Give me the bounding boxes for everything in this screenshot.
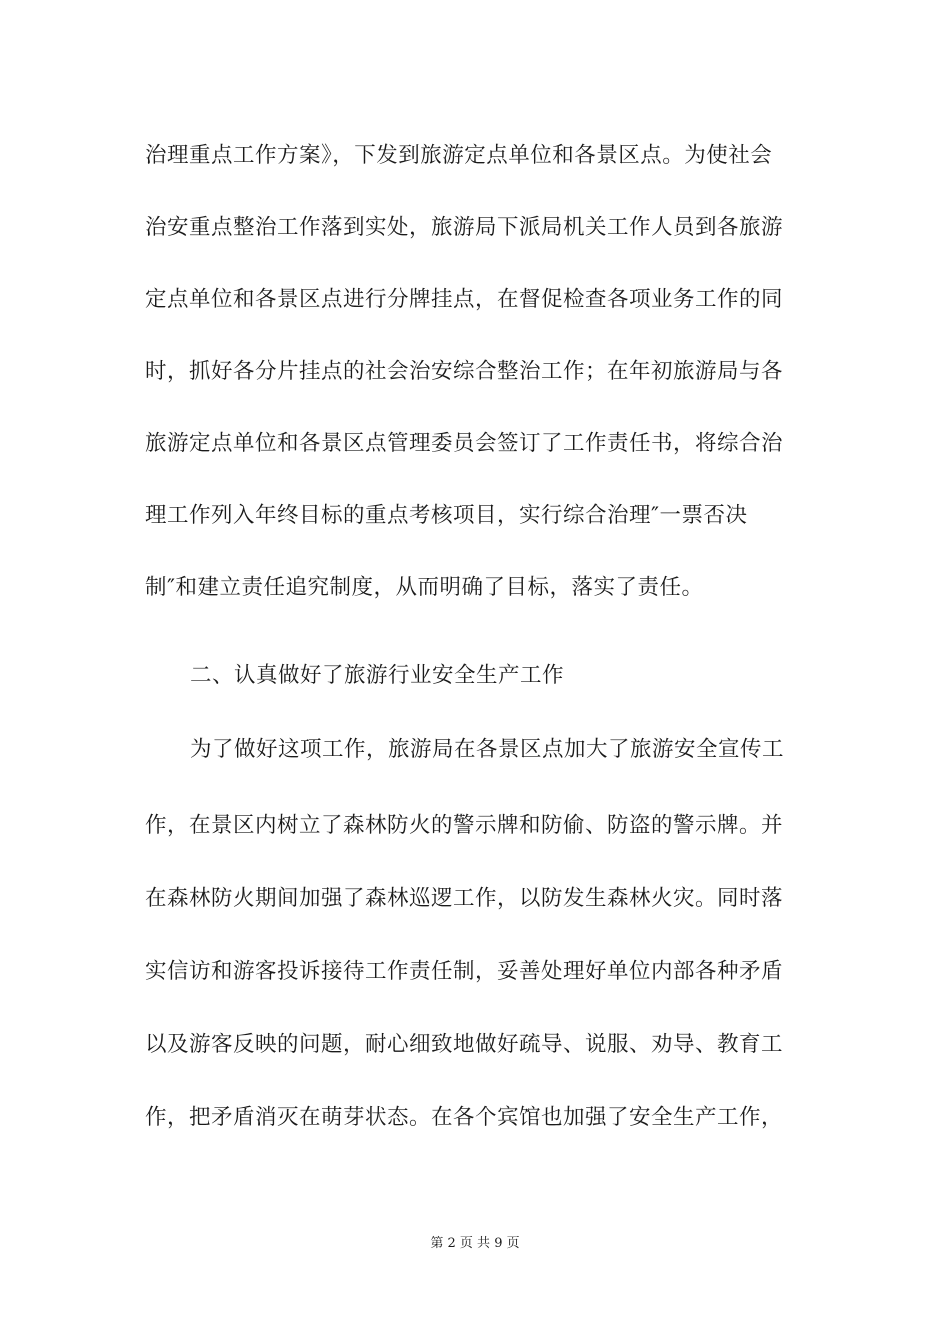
paragraph-line: 治理重点工作方案》，下发到旅游定点单位和各景区点。为使社会: [145, 143, 773, 168]
paragraph-line: 治安重点整治工作落到实处，旅游局下派局机关工作人员到各旅游: [145, 215, 784, 240]
paragraph-line: 在森林防火期间加强了森林巡逻工作，以防发生森林火灾。同时落: [145, 886, 784, 911]
paragraph-line: 时，抓好各分片挂点的社会治安综合整治工作；在年初旅游局与各: [145, 359, 784, 384]
paragraph-line: 作，把矛盾消灭在萌芽状态。在各个宾馆也加强了安全生产工作，: [145, 1105, 784, 1130]
paragraph-line: 为了做好这项工作，旅游局在各景区点加大了旅游安全宣传工: [190, 737, 785, 762]
paragraph-line: 制″和建立责任追究制度，从而明确了目标，落实了责任。: [145, 575, 704, 600]
paragraph-line: 理工作列入年终目标的重点考核项目，实行综合治理″一票否决: [145, 503, 748, 528]
paragraph-line: 以及游客反映的问题，耐心细致地做好疏导、说服、劝导、教育工: [145, 1032, 784, 1057]
page-footer: 第 2 页 共 9 页: [430, 1236, 520, 1251]
paragraph-line: 实信访和游客投诉接待工作责任制，妥善处理好单位内部各种矛盾: [145, 959, 784, 984]
paragraph-line: 定点单位和各景区点进行分牌挂点，在督促检查各项业务工作的同: [145, 287, 784, 312]
section-heading: 二、认真做好了旅游行业安全生产工作: [190, 663, 565, 688]
paragraph-line: 作，在景区内树立了森林防火的警示牌和防偷、防盗的警示牌。并: [145, 813, 784, 838]
paragraph-line: 旅游定点单位和各景区点管理委员会签订了工作责任书，将综合治: [145, 431, 784, 456]
